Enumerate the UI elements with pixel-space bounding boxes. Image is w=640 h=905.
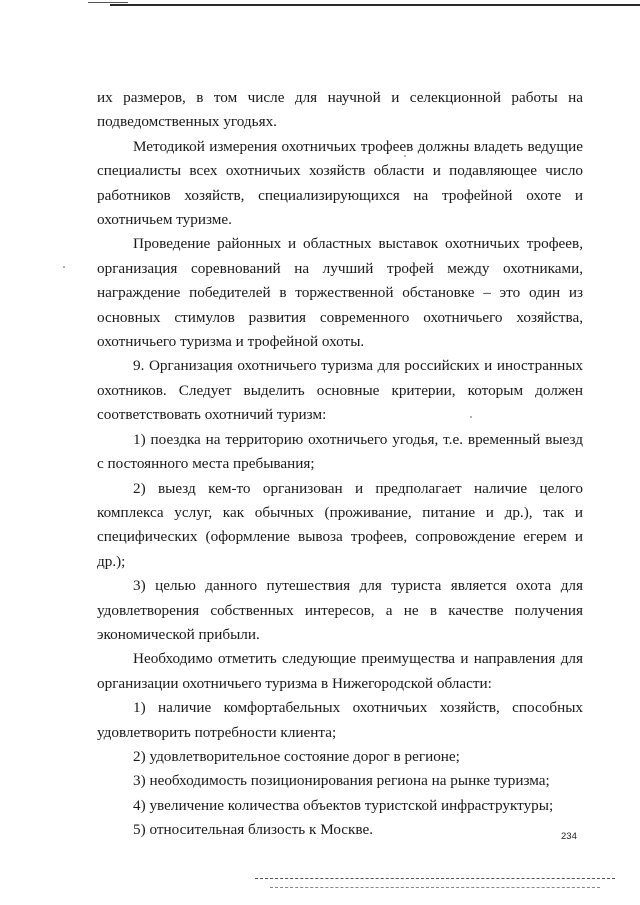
paragraph-3: Проведение районных и областных выставок охотничьих трофеев, организация соревнований на лучший трофей между охотниками, награждение победителей в торжественной обстановке – это один из основных стимулов развития современного охотничьего хозяйства, охотничьего туризма и трофейной охоты.: [97, 235, 583, 351]
list-item-advantage-5: 5) относительная близость к Москве.: [133, 821, 374, 839]
paragraph-4: 9. Организация охотничьего туризма для российских и иностранных охотников. Следует выделить основные критерии, которым должен соответствовать охотничий туризм:: [97, 357, 583, 424]
paragraph-advantages-intro: Необходимо отметить следующие преимущества и направления для организации охотничьего туризма в Нижегородской области:: [97, 650, 583, 692]
list-item-advantage-2: 2) удовлетворительное состояние дорог в регионе;: [133, 747, 460, 765]
list-item-advantage-1: 1) наличие комфортабельных охотничьих хозяйств, способных удовлетворить потребности клиента;: [97, 699, 583, 741]
top-edge-rule: [110, 4, 640, 6]
list-item-advantage-4: 4) увеличение количества объектов туристской инфраструктуры;: [133, 796, 554, 814]
body-text: [97, 86, 583, 843]
bottom-scan-artifact: [255, 878, 615, 879]
list-item-criteria-1: 1) поездка на территорию охотничьего угодья, т.е. временный выезд с постоянного места пребывания;: [97, 430, 583, 473]
list-item-criteria-2: 2) выезд кем-то организован и предполагает наличие целого комплекса услуг, как обычных (проживание, питание и др.), так и специфических (оформление вывоза трофеев, сопровождение егерем и др.);: [97, 479, 583, 570]
paragraph-1: их размеров, в том числе для научной и селекционной работы на подведомственных угодьях.: [97, 89, 583, 131]
scan-speck: [470, 416, 472, 418]
list-item-advantage-3: 3) необходимость позиционирования региона на рынке туризма;: [133, 772, 550, 790]
list-item-criteria-3: 3) целью данного путешествия для туриста является охота для удовлетворения собственных интересов, а не в качестве получения экономической прибыли.: [97, 577, 583, 643]
page-number: 234: [561, 831, 577, 842]
paragraph-2: Методикой измерения охотничьих трофеев должны владеть ведущие специалисты всех охотничьих хозяйств области и подавляющее число работников хозяйств, специализирующихся на трофейной охоте и охотничьем туризме.: [97, 137, 583, 229]
top-edge-mark: [88, 2, 128, 3]
scan-speck: [63, 266, 65, 268]
bottom-scan-artifact-2: [270, 887, 600, 888]
scan-speck: [404, 155, 406, 157]
